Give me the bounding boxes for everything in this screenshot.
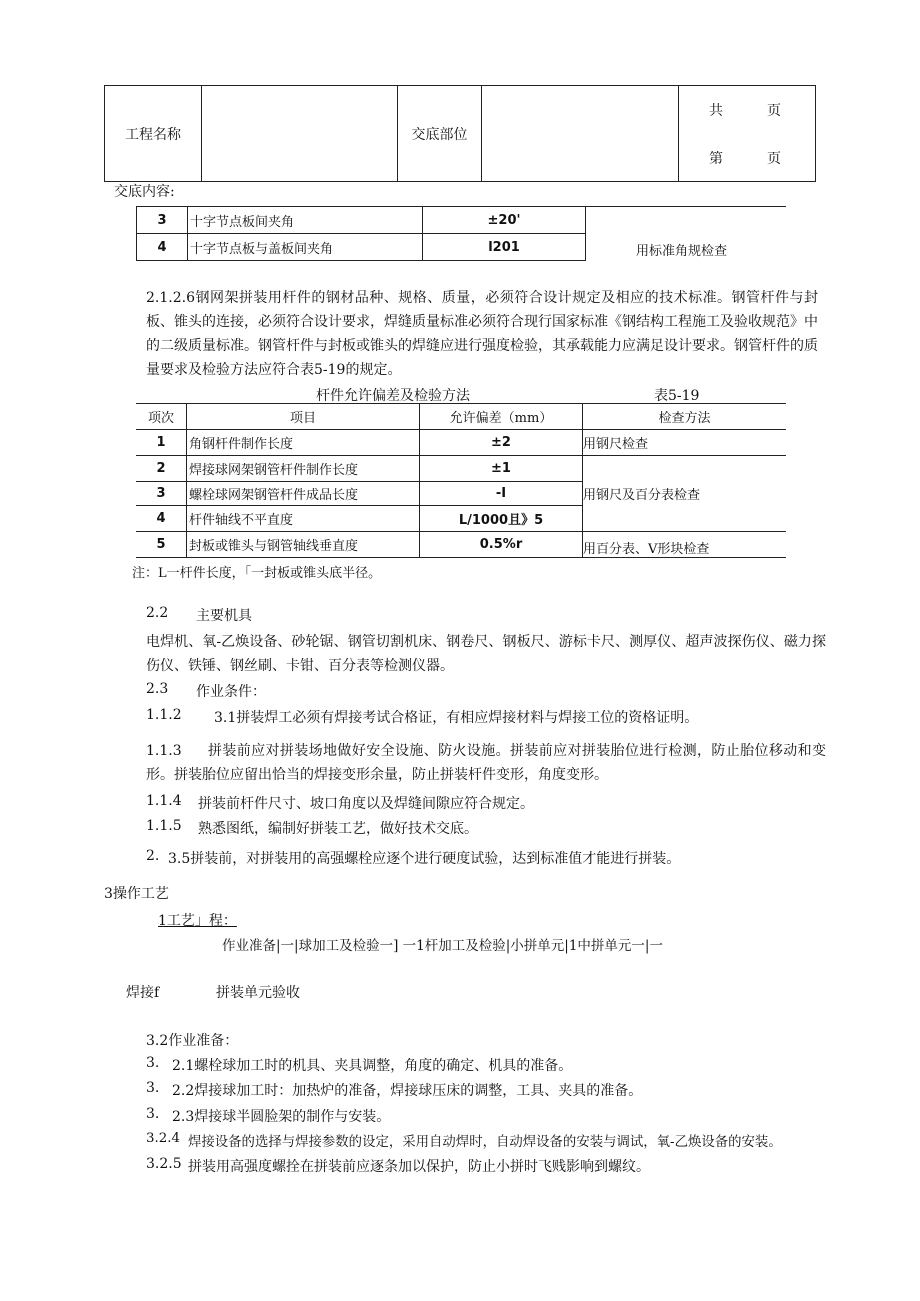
header-table [104, 85, 816, 182]
flow-accept: 拼装单元验收 [216, 985, 300, 1001]
cond-text: 拼装前杆件尺寸、坡口角度以及焊缝间隙应符合规定。 [198, 796, 534, 812]
cond-text: 拼装前应对拼装场地做好安全设施、防火设施。拼装前应对拼装胎位进行检测，防止胎位移动和变形。拼装胎位应留出恰当的焊接变形余量，防止拼装杆件变形，角度变形。 [146, 743, 826, 783]
row-num: 3 [136, 482, 187, 506]
row-tol: 0.5%r [420, 532, 583, 558]
row-num: 1 [136, 430, 187, 456]
section-2-2-title: 主要机具 [196, 608, 252, 624]
prep-text: 拼装用高强度螺拴在拼装前应逐条加以保护，防止小拼时飞贱影响到螺纹。 [188, 1159, 650, 1175]
row-tol: ±2 [420, 430, 583, 456]
cond-text: 熟悉图纸，编制好拼装工艺，做好技术交底。 [198, 821, 478, 837]
flow-label: 1工艺」程： [158, 913, 237, 929]
cond-text: 3.5拼装前，对拼装用的高强螺栓应逐个进行硬度试验，达到标准值才能进行拼装。 [168, 851, 681, 867]
section-2-3-num: 2.3 [146, 681, 169, 697]
row-item: 封板或锥头与钢管轴线垂直度 [187, 532, 420, 558]
table-row [136, 532, 786, 558]
row-item: 螺栓球网架钢管杆件成品长度 [187, 482, 420, 506]
part-label: 交底部位 [398, 86, 482, 182]
prep-text: 2.2焊接球加工时：加热炉的准备，焊接球压床的调整，工具、夹具的准备。 [172, 1083, 643, 1099]
small-tolerance-table [136, 206, 786, 261]
prep-num: 3. [146, 1080, 160, 1096]
prep-num: 3.2.4 [146, 1131, 181, 1146]
row-item: 角钢杆件制作长度 [187, 430, 420, 456]
content-label: 交底内容: [114, 184, 175, 200]
table-row [136, 456, 786, 482]
cond-num: 2. [146, 848, 160, 864]
row-item: 十字节点板间夹角 [188, 207, 423, 234]
row-method: 用百分表、V形块检查 [583, 532, 787, 558]
prep-text: 2.3焊接球半圆脸架的制作与安装。 [172, 1109, 391, 1125]
header-method: 检查方法 [583, 404, 787, 430]
tools-paragraph: 电焊机、氧-乙焕设备、砂轮锯、钢管切割机床、钢卷尺、钢板尺、游标卡尺、测厚仪、超声波探伤仪、磁力探伤仪、铁锤、钢丝刷、卡钳、百分表等检测仪器。 [146, 634, 826, 674]
cond-num: 1.1.3 [146, 743, 182, 759]
row-tol: -I [420, 482, 583, 506]
project-name-value [202, 86, 398, 182]
current-page-label: 页 [767, 151, 781, 167]
table-title: 杆件允许偏差及检验方法 [316, 388, 470, 404]
total-page-label: 页 [767, 103, 781, 119]
row-tol: ±1 [420, 456, 583, 482]
process-flow-line: 作业准备|一|球加工及检验一] 一1杆加工及检验|小拼单元|1中拼单元一|一 [222, 938, 663, 954]
current-label: 第 [709, 151, 723, 167]
flow-weld: 焊接f [126, 985, 160, 1001]
row-item: 焊接球网架钢管杆件制作长度 [187, 456, 420, 482]
cond-text: 3.1拼装焊工必须有焊接考试合格证，有相应焊接材料与焊接工位的资格证明。 [214, 710, 699, 726]
row-tol: ±20' [423, 207, 586, 234]
row-item: 十字节点板与盖板间夹角 [188, 234, 423, 261]
cond-num: 1.1.4 [146, 793, 182, 809]
prep-num: 3.2.5 [146, 1156, 182, 1172]
header-num: 项次 [136, 404, 187, 430]
section-2-3-title: 作业条件： [196, 684, 266, 700]
row-method: 用钢尺检查 [583, 430, 787, 456]
row-num: 4 [136, 506, 187, 532]
prep-text: 2.1螺栓球加工时的机具、夹具调整，角度的确定、机具的准备。 [172, 1058, 573, 1074]
row-num: 2 [136, 456, 187, 482]
table-row [136, 430, 786, 456]
row-tol: L/1000且》5 [420, 506, 583, 532]
project-name-label: 工程名称 [105, 86, 202, 182]
cond-num: 1.1.2 [146, 707, 182, 723]
header-item: 项目 [187, 404, 420, 430]
page-counter-cell [679, 86, 816, 182]
row-tol: l201 [423, 234, 586, 261]
rod-tolerance-table [136, 403, 786, 558]
table-header-row [136, 404, 786, 430]
section-2-2-num: 2.2 [146, 605, 169, 621]
table-note: 注：L一杆件长度，「一封板或锥头底半径。 [132, 566, 382, 581]
row-num: 3 [137, 207, 188, 234]
section-3-title: 3操作工艺 [104, 886, 169, 902]
row-num: 4 [137, 234, 188, 261]
cond-item-1-1-3 [146, 739, 826, 787]
paragraph-2-1-2-6: 2.1.2.6钢网架拼装用杆件的钢材品种、规格、质量，必须符合设计规定及相应的技术标准。钢管杆件与封板、锥头的连接，必须符合设计要求，焊缝质量标准必须符合现行国家标准《钢结构工程施工及验收规范》中的二级质量标准。钢管杆件与封板或锥头的焊缝应进行强度检验，其承载能力应满足设计要求。钢管杆件的质量要求及检验方法应符合表5-19的规定。 [146, 290, 818, 378]
section-3-2-title: 3.2作业准备： [146, 1033, 239, 1049]
cond-num: 1.1.5 [146, 818, 182, 834]
header-tol: 允许偏差（mm） [420, 404, 583, 430]
table-number: 表5-19 [654, 388, 700, 404]
row-method: 用钢尺及百分表检查 [583, 456, 787, 532]
prep-text: 焊接设备的选择与焊接参数的设定，采用自动焊时，自动焊设备的安装与调试，氧-乙焕设备的安装。 [188, 1135, 782, 1150]
total-label: 共 [709, 103, 723, 119]
table-row [137, 207, 787, 234]
row-item: 杆件轴线不平直度 [187, 506, 420, 532]
part-value [482, 86, 679, 182]
row-method: 用标准角规检查 [586, 207, 787, 261]
prep-num: 3. [146, 1106, 160, 1122]
prep-num: 3. [146, 1055, 160, 1071]
row-num: 5 [136, 532, 187, 558]
